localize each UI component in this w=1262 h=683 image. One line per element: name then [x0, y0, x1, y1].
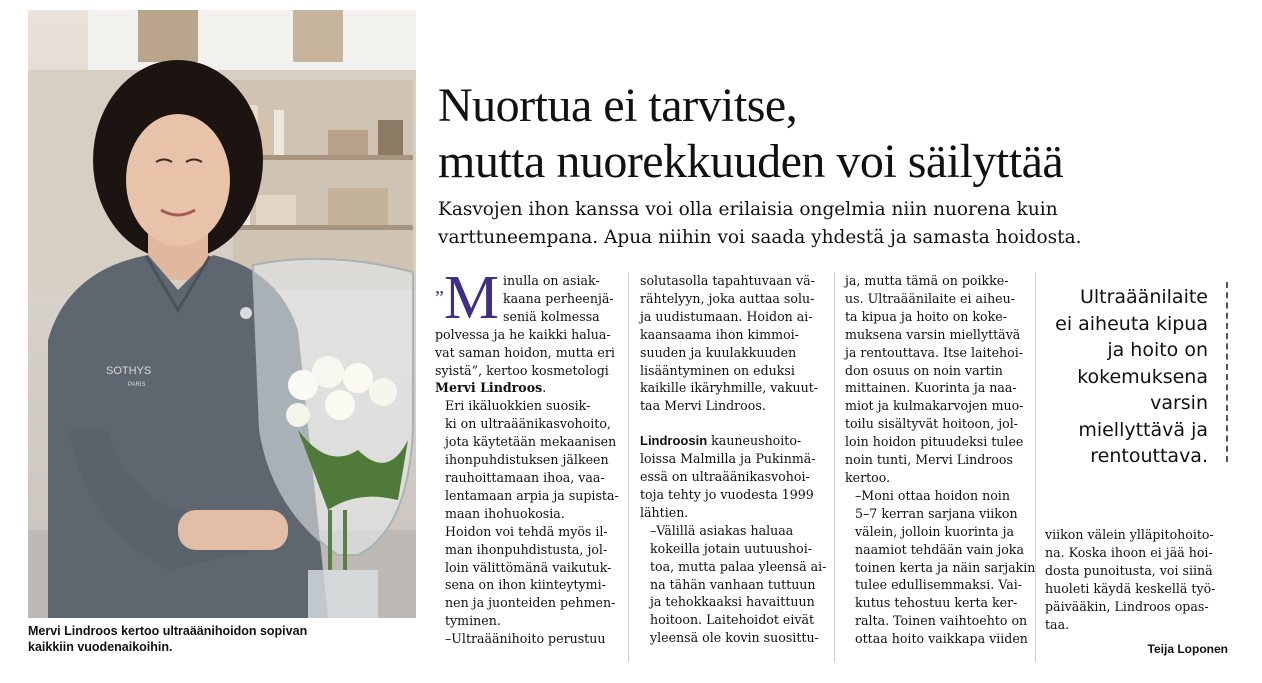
drop-cap: ”M [435, 264, 500, 332]
photo-caption: Mervi Lindroos kertoo ultraäänihoidon sopivan kaikkiin vuodenaikoihin. [28, 624, 308, 654]
column-divider [628, 272, 629, 662]
headline [438, 78, 1238, 190]
body-column-2 [640, 272, 827, 647]
paragraph-intro: ”M inulla on asiak- kaana perheenjä- seniä kolmessa polvessa ja he kaikki halua- vat saman hoidon, mutta eri syistä”, kertoo kosmetologi Mervi Lindroos. [435, 264, 615, 396]
headline-line-2: mutta nuorekkuuden voi säilyttää [438, 135, 1064, 188]
column-divider [1035, 272, 1036, 662]
photo-illustration [28, 10, 416, 618]
lead-line-1: Kasvojen ihon kanssa voi olla erilaisia ongelmia niin nuorena kuin [438, 199, 1058, 220]
photo-logo-sub: PARIS [128, 382, 146, 388]
paragraph: –Välillä asiakas haluaa kokeilla jotain uutuushoi- toa, mutta palaa yleensä ai- na tähän vanhaan tuttuun ja tehokkaaksi havaittuun hoitoon. Laitehoidot eivät yleensä ole kovin suosittu- [650, 522, 827, 646]
paragraph: Lindroosin kauneushoito- loissa Malmilla ja Pukinmä- essä on ultraäänikasvohoi- toja tehty jo vuodesta 1999 lähtien. [640, 433, 816, 520]
paragraph: Eri ikäluokkien suosik- ki on ultraäänikasvohoito, jota käytetään mekaanisen ihonpuhdistuksen jälkeen rauhoittamaan ihoa, vaa- lentamaan arpia ja supista- maan ihohuokosia. [445, 398, 619, 521]
paragraph: ja, mutta tämä on poikke- us. Ultraäänilaite ei aiheu- ta kipua ja hoito on koke- muksena varsin miellyttävä ja rentouttava. Itse laitehoi- don osuus on noin vartin mittainen. Kuorinta ja naa- miot ja kulmakarvojen muo- toilu sisältyvät hoitoon, jol- loin hoidon pituudeksi tulee noin tunti, Mervi Lindroos kertoo. [845, 273, 1024, 485]
paragraph: –Moni ottaa hoidon noin 5–7 kerran sarjana viikon välein, jolloin kuorinta ja naamiot tehdään vain joka toinen kerta ja näin sarjakin tulee edullisemmaksi. Vai- kutus tehostuu kerta ker- ralta. Toinen vaihtoehto on ottaa hoito vaikkapa viiden [855, 487, 1036, 647]
body-column-3 [845, 272, 1036, 648]
pull-quote-rule [1226, 282, 1228, 462]
pull-quote: Ultraäänilaite ei aiheuta kipua ja hoito on kokemuksena varsin miellyttävä ja rentouttava. [1055, 286, 1208, 467]
person-name: Mervi Lindroos [435, 380, 543, 396]
column-divider [834, 272, 835, 662]
lead-paragraph [438, 196, 1238, 252]
paragraph: –Ultraäänihoito perustuu [445, 631, 606, 647]
body-column-5: viikon välein ylläpitohoito- na. Koska ihoon ei jää hoi- dosta punoitusta, voi siinä huoleti käydä keskellä työ- päivääkin, Lindroos opas- taa. [1045, 527, 1216, 632]
lead-line-2: varttuneempana. Apua niihin voi saada yhdestä ja samasta hoidosta. [438, 227, 1082, 248]
paragraph: Hoidon voi tehdä myös il- man ihonpuhdistusta, jol- loin välittömänä vaikutuk- sena on ihon kiinteytymi- nen ja juonteiden pehmen- tyminen. [445, 523, 616, 629]
body-column-1 [435, 264, 619, 648]
paragraph: solutasolla tapahtuvaan vä- rähtelyyn, joka auttaa solu- ja uudistumaan. Hoidon ai- kaansaama ihon kimmoi- suuden ja kuulakkuuden lisääntyminen on eduksi kaikille ikäryhmille, vakuut- taa Mervi Lindroos. [640, 273, 819, 414]
photo-logo-text: SOTHYS [106, 365, 152, 377]
headline-line-1: Nuortua ei tarvitse, [438, 79, 798, 132]
author-byline: Teija Loponen [1147, 642, 1228, 656]
subheading: Lindroosin [640, 433, 708, 449]
article-photo [28, 10, 416, 618]
